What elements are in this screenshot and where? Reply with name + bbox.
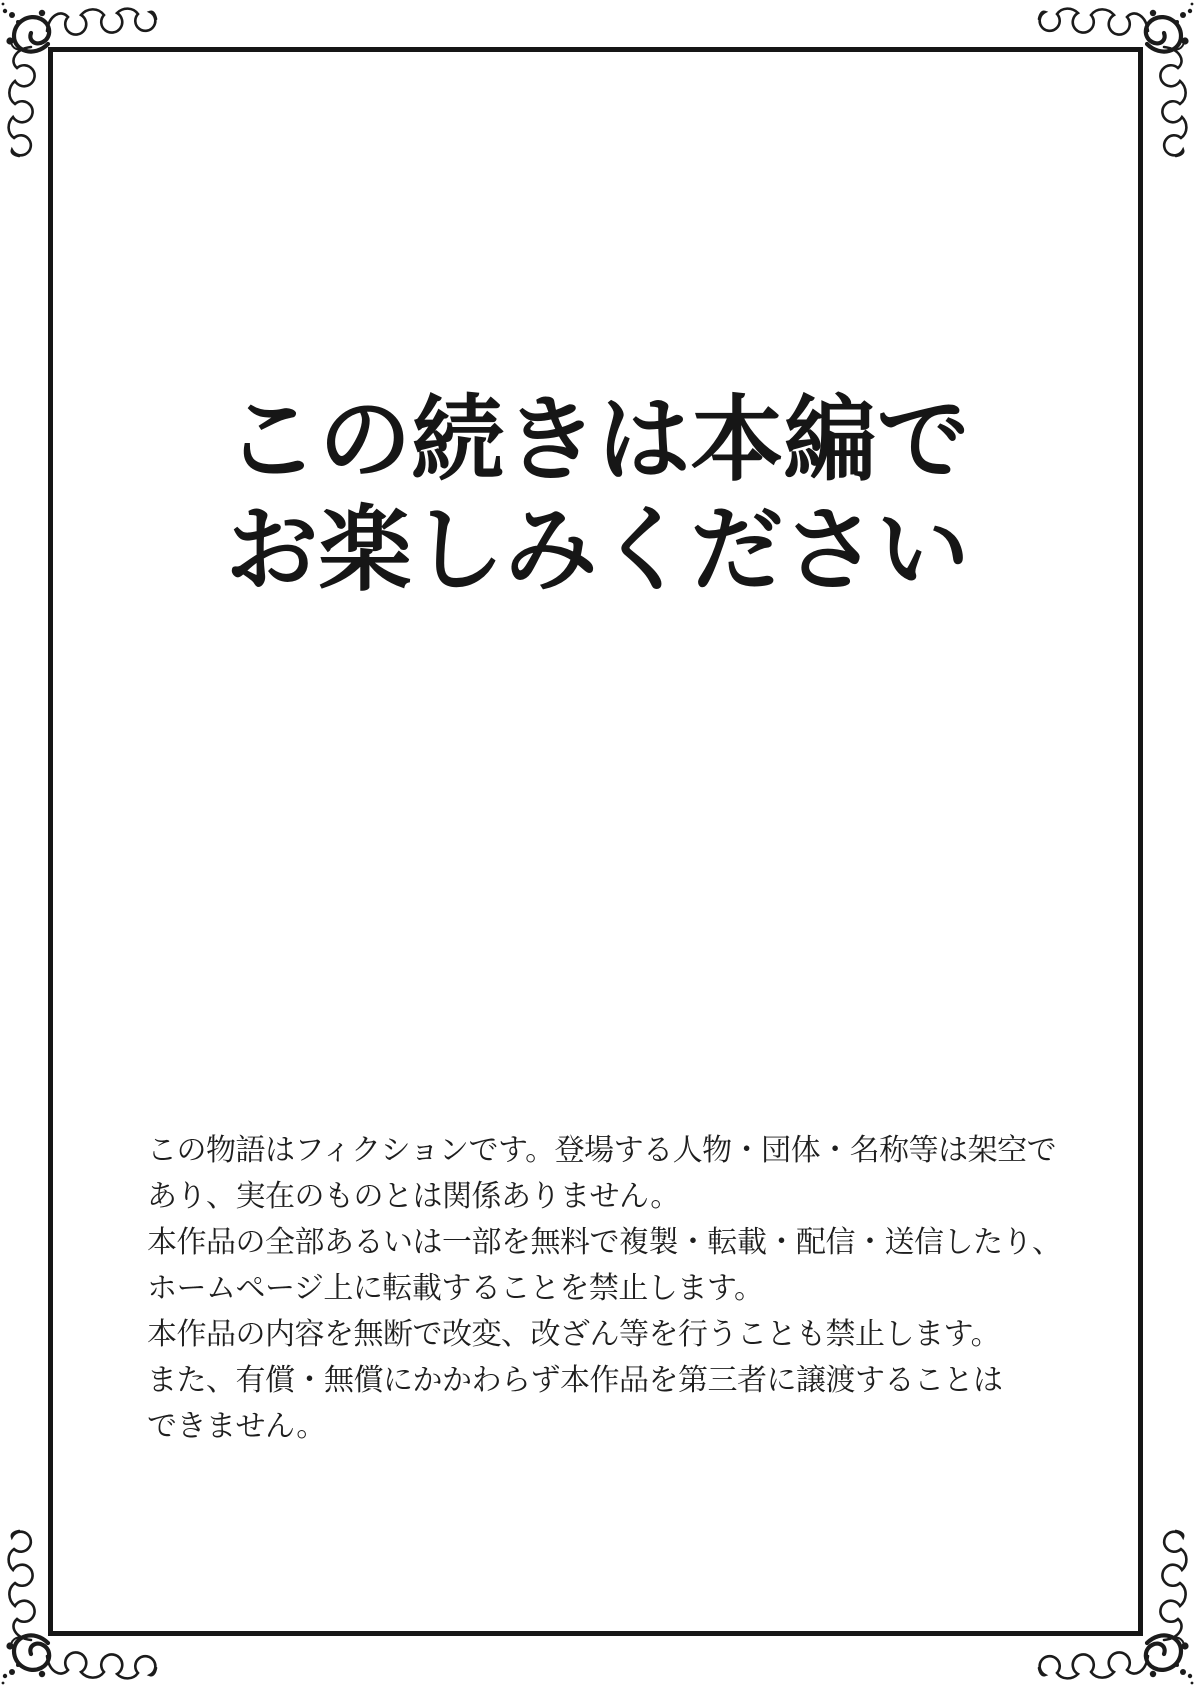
disclaimer-line: 本作品の全部あるいは一部を無料で複製・転載・配信・送信したり、 xyxy=(147,1226,1062,1259)
disclaimer-line: この物語はフィクションです。登場する人物・団体・名称等は架空で xyxy=(147,1134,1057,1167)
copyright-disclaimer xyxy=(147,1128,1067,1450)
continuation-notice-line-2: お楽しみください xyxy=(225,498,970,602)
disclaimer-line: あり、実在のものとは関係ありません。 xyxy=(147,1180,680,1213)
continuation-notice-heading xyxy=(0,385,1195,605)
disclaimer-line: また、有償・無償にかかわらず本作品を第三者に譲渡することは xyxy=(147,1364,1003,1397)
continuation-notice-line-1: この続きは本編で xyxy=(225,388,970,492)
disclaimer-line: ホームページ上に転載することを禁止します。 xyxy=(147,1272,764,1305)
disclaimer-line: できません。 xyxy=(147,1410,326,1443)
disclaimer-line: 本作品の内容を無断で改変、改ざん等を行うことも禁止します。 xyxy=(147,1318,1001,1351)
